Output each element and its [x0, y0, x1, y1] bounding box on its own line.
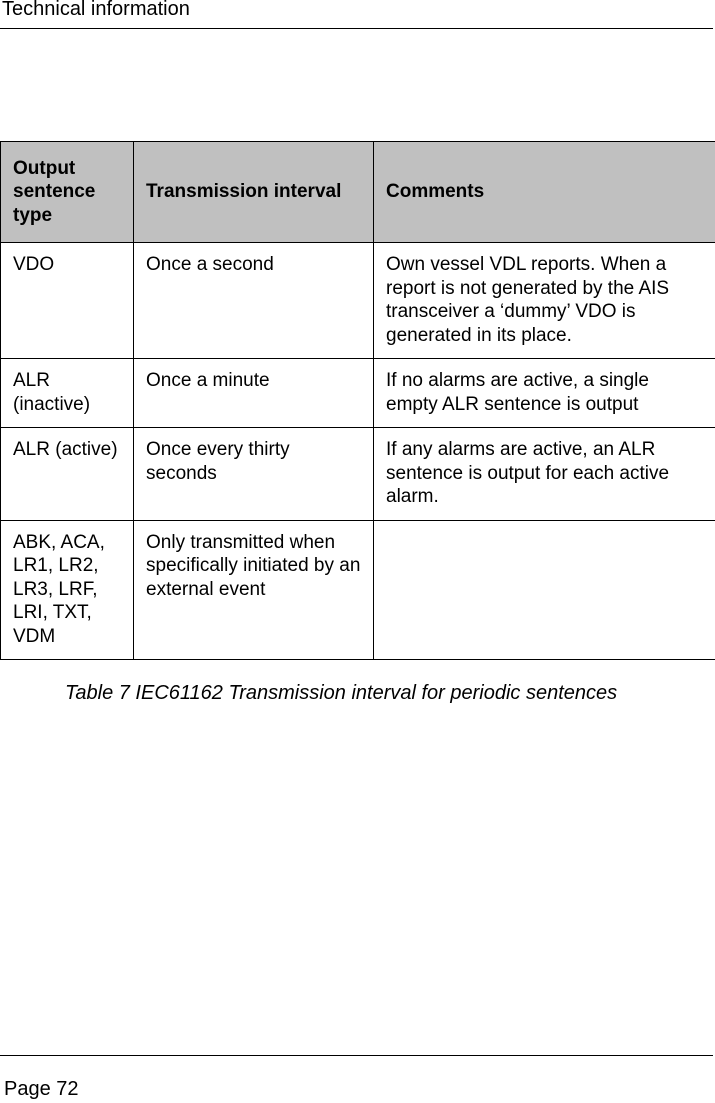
- cell-interval: Once a second: [134, 243, 374, 359]
- cell-comments: If no alarms are active, a single empty ALR sentence is output: [374, 359, 715, 428]
- table-header-row: [1, 142, 715, 243]
- running-header: Technical information: [2, 0, 190, 20]
- cell-comments: If any alarms are active, an ALR sentence is output for each active alarm.: [374, 428, 715, 521]
- cell-comments: [374, 520, 715, 660]
- column-header-sentence-type: Output sentence type: [1, 142, 134, 243]
- footer-divider: [0, 1055, 713, 1056]
- cell-interval: Once every thirty seconds: [134, 428, 374, 521]
- cell-sentence-type: ALR (inactive): [1, 359, 134, 428]
- cell-interval: Once a minute: [134, 359, 374, 428]
- cell-comments: Own vessel VDL reports. When a report is not generated by the AIS transceiver a ‘dummy’ VDO is generated in its place.: [374, 243, 715, 359]
- table-caption: Table 7 IEC61162 Transmission interval for periodic sentences: [65, 682, 618, 704]
- transmission-interval-table: [0, 141, 715, 660]
- header-divider: [0, 28, 713, 29]
- column-header-comments: Comments: [374, 142, 715, 243]
- table-row: [1, 520, 715, 660]
- table-row: [1, 359, 715, 428]
- cell-sentence-type: VDO: [1, 243, 134, 359]
- table-row: [1, 428, 715, 521]
- cell-sentence-type: ABK, ACA, LR1, LR2, LR3, LRF, LRI, TXT, VDM: [1, 520, 134, 660]
- cell-interval: Only transmitted when specifically initiated by an external event: [134, 520, 374, 660]
- page-number: Page 72: [4, 1078, 79, 1100]
- cell-sentence-type: ALR (active): [1, 428, 134, 521]
- table-row: [1, 243, 715, 359]
- column-header-transmission-interval: Transmission interval: [134, 142, 374, 243]
